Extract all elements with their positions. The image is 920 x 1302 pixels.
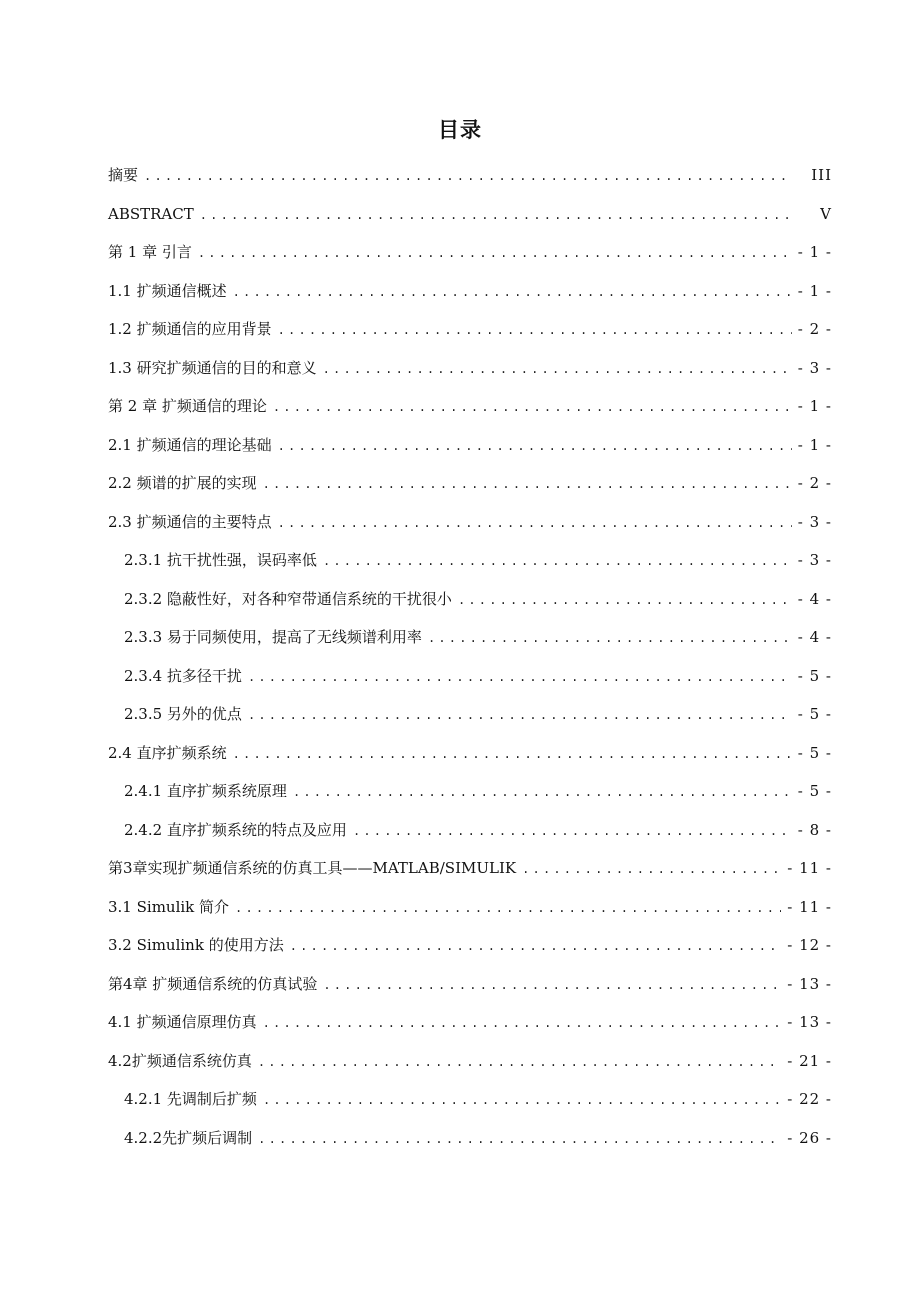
toc-entry-page: - 1 - — [797, 397, 832, 415]
toc-entry-label: 第 2 章 扩频通信的理论 — [108, 397, 267, 415]
toc-dot-leader — [278, 427, 792, 466]
toc-entry-page: - 3 - — [797, 551, 832, 569]
toc-dot-leader — [323, 542, 792, 581]
toc-entry[interactable] — [108, 734, 832, 773]
toc-entry[interactable] — [108, 464, 832, 503]
toc-entry-page: - 11 - — [787, 897, 832, 916]
toc-entry-page: - 1 - — [797, 281, 832, 300]
toc-entry-page: - 4 - — [797, 589, 832, 608]
toc-dot-leader — [144, 157, 792, 196]
toc-entry[interactable] — [108, 272, 832, 311]
toc-entry-page: - 1 - — [797, 435, 832, 454]
toc-dot-leader — [233, 735, 792, 774]
toc-entry[interactable] — [108, 349, 832, 388]
toc-entry[interactable] — [108, 618, 832, 657]
toc-entry-label: 第3章实现扩频通信系统的仿真工具——MATLAB/SIMULIK — [108, 859, 517, 877]
toc-entry[interactable] — [108, 811, 832, 850]
toc-entry-label: 2.3 扩频通信的主要特点 — [108, 512, 272, 531]
toc-entry-page: - 5 - — [797, 705, 832, 723]
toc-entry-page: - 3 - — [797, 358, 832, 377]
toc-entry-page: - 13 - — [787, 974, 832, 993]
toc-entry-page: - 2 - — [797, 474, 832, 492]
toc-entry-label: 3.2 Simulink 的使用方法 — [108, 936, 284, 954]
toc-entry-page: - 8 - — [797, 820, 832, 839]
toc-dot-leader — [458, 581, 792, 620]
toc-entry[interactable] — [108, 965, 832, 1004]
toc-entry[interactable] — [108, 503, 832, 542]
toc-entry-page: - 11 - — [787, 859, 832, 877]
toc-entry-label: 2.3.5 另外的优点 — [124, 705, 242, 723]
toc-entry-label: 4.2扩频通信系统仿真 — [108, 1051, 252, 1070]
toc-dot-leader — [290, 927, 782, 966]
toc-entry-page: - 13 - — [787, 1013, 832, 1031]
toc-dot-leader — [278, 311, 792, 350]
toc-entry[interactable] — [108, 1003, 832, 1042]
toc-entry-page: - 12 - — [787, 936, 832, 954]
toc-dot-leader — [273, 388, 792, 427]
toc-entry-label: 2.1 扩频通信的理论基础 — [108, 435, 272, 454]
toc-entry-label: 1.1 扩频通信概述 — [108, 281, 227, 300]
toc-entry-page: - 5 - — [797, 782, 832, 800]
toc-entry[interactable] — [108, 888, 832, 927]
toc-entry-page: - 4 - — [797, 628, 832, 646]
toc-dot-leader — [278, 504, 792, 543]
toc-entry[interactable] — [108, 580, 832, 619]
toc-entry-page: - 5 - — [797, 743, 832, 762]
toc-entry-label: 2.3.1 抗干扰性强，误码率低 — [124, 551, 317, 569]
toc-entry-label: 2.4 直序扩频系统 — [108, 743, 227, 762]
toc-dot-leader — [200, 196, 792, 235]
toc-dot-leader — [263, 465, 792, 504]
toc-dot-leader — [248, 658, 792, 697]
toc-entry[interactable] — [108, 1119, 832, 1158]
toc-entry-label: 摘要 — [108, 166, 139, 184]
toc-entry-page: - 26 - — [787, 1128, 832, 1147]
toc-dot-leader — [263, 1081, 781, 1120]
toc-dot-leader — [353, 812, 792, 851]
toc-entry-page: - 2 - — [797, 320, 832, 338]
toc-entry-label: 2.3.3 易于同频使用，提高了无线频谱利用率 — [124, 628, 422, 646]
toc-list — [108, 156, 832, 1157]
toc-entry-page: - 22 - — [787, 1090, 832, 1108]
toc-entry[interactable] — [108, 772, 832, 811]
toc-entry-label: 4.2.2先扩频后调制 — [124, 1128, 253, 1147]
toc-entry[interactable] — [108, 310, 832, 349]
toc-dot-leader — [522, 850, 781, 889]
toc-entry[interactable] — [108, 426, 832, 465]
toc-entry-page: - 1 - — [797, 243, 832, 261]
toc-entry-page: - 3 - — [797, 512, 832, 531]
toc-entry-page: - 5 - — [797, 666, 832, 685]
toc-entry-label: 第4章 扩频通信系统的仿真试验 — [108, 974, 318, 993]
toc-entry[interactable] — [108, 233, 832, 272]
toc-entry-label: 1.2 扩频通信的应用背景 — [108, 320, 272, 338]
toc-entry[interactable] — [108, 657, 832, 696]
toc-dot-leader — [323, 350, 792, 389]
toc-dot-leader — [293, 773, 792, 812]
toc-dot-leader — [198, 234, 792, 273]
toc-entry-page: V — [820, 204, 832, 223]
toc-entry-label: 2.3.4 抗多径干扰 — [124, 666, 242, 685]
toc-entry[interactable] — [108, 156, 832, 195]
toc-dot-leader — [258, 1043, 781, 1082]
toc-entry[interactable] — [108, 849, 832, 888]
toc-entry-page: III — [811, 166, 832, 184]
toc-entry-page: - 21 - — [787, 1051, 832, 1070]
toc-entry-label: 3.1 Simulik 简介 — [108, 897, 230, 916]
toc-entry[interactable] — [108, 926, 832, 965]
toc-entry-label: 2.4.1 直序扩频系统原理 — [124, 782, 287, 800]
toc-entry[interactable] — [108, 195, 832, 234]
toc-entry-label: 2.4.2 直序扩频系统的特点及应用 — [124, 820, 347, 839]
toc-entry-label: 2.3.2 隐蔽性好，对各种窄带通信系统的干扰很小 — [124, 589, 452, 608]
toc-entry-label: ABSTRACT — [108, 204, 194, 223]
toc-entry[interactable] — [108, 541, 832, 580]
toc-dot-leader — [258, 1120, 781, 1159]
toc-entry[interactable] — [108, 1080, 832, 1119]
toc-dot-leader — [428, 619, 792, 658]
toc-dot-leader — [248, 696, 792, 735]
toc-dot-leader — [235, 889, 781, 928]
toc-dot-leader — [263, 1004, 782, 1043]
toc-entry-label: 4.1 扩频通信原理仿真 — [108, 1013, 257, 1031]
toc-entry-label: 4.2.1 先调制后扩频 — [124, 1090, 257, 1108]
toc-title: 目录 — [438, 118, 482, 142]
toc-entry[interactable] — [108, 1042, 832, 1081]
toc-entry-label: 2.2 频谱的扩展的实现 — [108, 474, 257, 492]
toc-entry[interactable] — [108, 387, 832, 426]
toc-dot-leader — [323, 966, 781, 1005]
toc-dot-leader — [233, 273, 792, 312]
toc-entry-label: 第 1 章 引言 — [108, 243, 192, 261]
toc-entry-label: 1.3 研究扩频通信的目的和意义 — [108, 358, 317, 377]
toc-entry[interactable] — [108, 695, 832, 734]
